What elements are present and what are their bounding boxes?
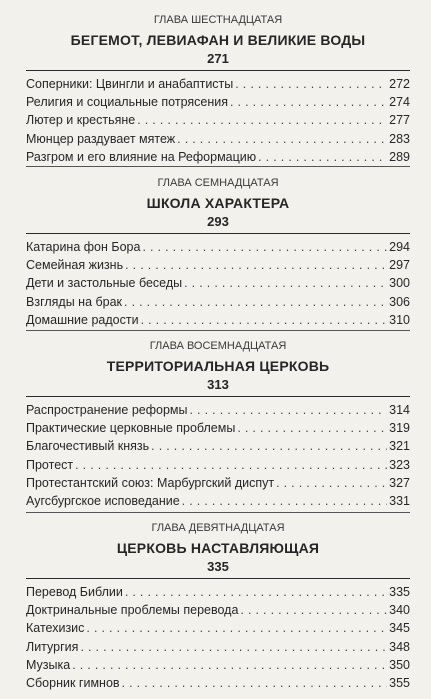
chapter-rule (26, 70, 410, 71)
entry-page: 272 (389, 77, 410, 91)
entry-page: 340 (389, 603, 410, 618)
entry-title: Домашние радости (26, 312, 139, 327)
leader-dots (142, 238, 387, 256)
entry-page: 348 (389, 639, 410, 654)
entry-page: 321 (389, 439, 410, 454)
entry-title: Религия и социальные потрясения (26, 95, 229, 110)
chapter-page-number: 313 (207, 377, 229, 392)
toc-entry[interactable] (26, 148, 410, 166)
entry-title: Дети и застольные беседы (26, 276, 183, 291)
entry-title: Лютер и крестьяне (26, 113, 136, 128)
leader-dots (75, 456, 387, 474)
toc-entry[interactable] (26, 311, 410, 329)
chapter-entries (26, 238, 410, 329)
chapter-rule (26, 396, 410, 397)
entry-page: 327 (389, 475, 410, 490)
entry-page: 345 (389, 621, 410, 636)
leader-dots (151, 437, 387, 455)
chapter-17 (26, 177, 410, 329)
leader-dots (258, 148, 387, 166)
entry-page: 277 (389, 113, 410, 128)
leader-dots (230, 93, 387, 111)
entry-page: 306 (389, 294, 410, 309)
leader-dots (190, 401, 388, 419)
section-divider (26, 330, 410, 331)
chapter-title: ТЕРРИТОРИАЛЬНАЯ ЦЕРКОВЬ (106, 358, 330, 374)
entry-title: Благочестивый князь (26, 439, 150, 454)
chapter-label: ГЛАВА ШЕСТНАДЦАТАЯ (153, 14, 283, 26)
chapter-page-number: 335 (207, 559, 229, 574)
toc-entry[interactable] (26, 75, 410, 93)
entry-page: 350 (389, 657, 410, 672)
entry-title: Протест (26, 457, 74, 472)
entry-page: 294 (389, 240, 410, 254)
toc-entry[interactable] (26, 238, 410, 256)
entry-page: 331 (389, 493, 410, 508)
toc-entry[interactable] (26, 601, 410, 619)
leader-dots (72, 656, 387, 674)
leader-dots (137, 111, 387, 129)
chapter-title: ЦЕРКОВЬ НАСТАВЛЯЮЩАЯ (116, 540, 320, 556)
leader-dots (184, 274, 387, 292)
toc-entry[interactable] (26, 492, 410, 510)
toc-entry[interactable] (26, 674, 410, 692)
entry-page: 289 (389, 149, 410, 164)
entry-title: Сборник гимнов (26, 675, 120, 690)
entry-title: Мюнцер раздувает мятеж (26, 131, 176, 146)
toc-entry[interactable] (26, 419, 410, 437)
entry-title: Музыка (26, 657, 71, 672)
toc-entry[interactable] (26, 619, 410, 637)
toc-entry[interactable] (26, 437, 410, 455)
leader-dots (125, 583, 387, 601)
leader-dots (80, 638, 387, 656)
entry-page: 274 (389, 95, 410, 110)
leader-dots (276, 474, 387, 492)
toc-entry[interactable] (26, 456, 410, 474)
entry-title: Протестантский союз: Марбургский диспут (26, 475, 275, 490)
leader-dots (141, 311, 388, 329)
chapter-16 (26, 14, 410, 166)
toc-entry[interactable] (26, 256, 410, 274)
toc-entry[interactable] (26, 401, 410, 419)
entry-page: 323 (389, 457, 410, 472)
chapter-entries (26, 401, 410, 510)
toc-entry[interactable] (26, 638, 410, 656)
entry-page: 297 (389, 258, 410, 273)
chapter-entries (26, 75, 410, 166)
leader-dots (235, 75, 387, 93)
entry-title: Разгром и его влияние на Реформацию (26, 149, 257, 164)
toc-entry[interactable] (26, 111, 410, 129)
leader-dots (182, 492, 387, 510)
chapter-title: БЕГЕМОТ, ЛЕВИАФАН И ВЕЛИКИЕ ВОДЫ (70, 32, 366, 48)
entry-title: Практические церковные проблемы (26, 421, 236, 436)
entry-page: 300 (389, 276, 410, 291)
leader-dots (177, 130, 387, 148)
toc-entry[interactable] (26, 583, 410, 601)
toc-entry[interactable] (26, 656, 410, 674)
chapter-page-number: 271 (207, 51, 229, 66)
entry-page: 314 (389, 403, 410, 417)
entry-title: Катехизис (26, 621, 85, 636)
entry-title: Литургия (26, 639, 79, 654)
entry-page: 355 (389, 675, 410, 690)
entry-title: Перевод Библии (26, 585, 123, 599)
entry-page: 283 (389, 131, 410, 146)
leader-dots (122, 674, 388, 692)
entry-title: Взгляды на брак (26, 294, 123, 309)
leader-dots (125, 256, 387, 274)
entry-page: 319 (389, 421, 410, 436)
toc-entry[interactable] (26, 93, 410, 111)
chapter-18 (26, 340, 410, 510)
toc-entry[interactable] (26, 130, 410, 148)
entry-title: Доктринальные проблемы перевода (26, 603, 239, 618)
chapter-19 (26, 522, 410, 692)
leader-dots (86, 619, 387, 637)
chapter-title: ШКОЛА ХАРАКТЕРА (146, 195, 290, 211)
toc-entry[interactable] (26, 474, 410, 492)
section-divider (26, 166, 410, 167)
chapter-rule (26, 578, 410, 579)
chapter-label: ГЛАВА СЕМНАДЦАТАЯ (157, 177, 279, 189)
toc-entry[interactable] (26, 274, 410, 292)
entry-title: Катарина фон Бора (26, 240, 141, 254)
entry-page: 335 (389, 585, 410, 599)
toc-entry[interactable] (26, 293, 410, 311)
chapter-label: ГЛАВА ДЕВЯТНАДЦАТАЯ (151, 522, 285, 534)
chapter-entries (26, 583, 410, 692)
entry-title: Распространение реформы (26, 403, 188, 417)
entry-title: Соперники: Цвингли и анабаптисты (26, 77, 234, 91)
section-divider (26, 512, 410, 513)
entry-title: Семейная жизнь (26, 258, 124, 273)
chapter-page-number: 293 (207, 214, 229, 229)
entry-page: 310 (389, 312, 410, 327)
entry-title: Аугсбургское исповедание (26, 493, 180, 508)
leader-dots (124, 293, 387, 311)
leader-dots (237, 419, 387, 437)
leader-dots (240, 601, 387, 619)
chapter-label: ГЛАВА ВОСЕМНАДЦАТАЯ (149, 340, 287, 352)
chapter-rule (26, 233, 410, 234)
